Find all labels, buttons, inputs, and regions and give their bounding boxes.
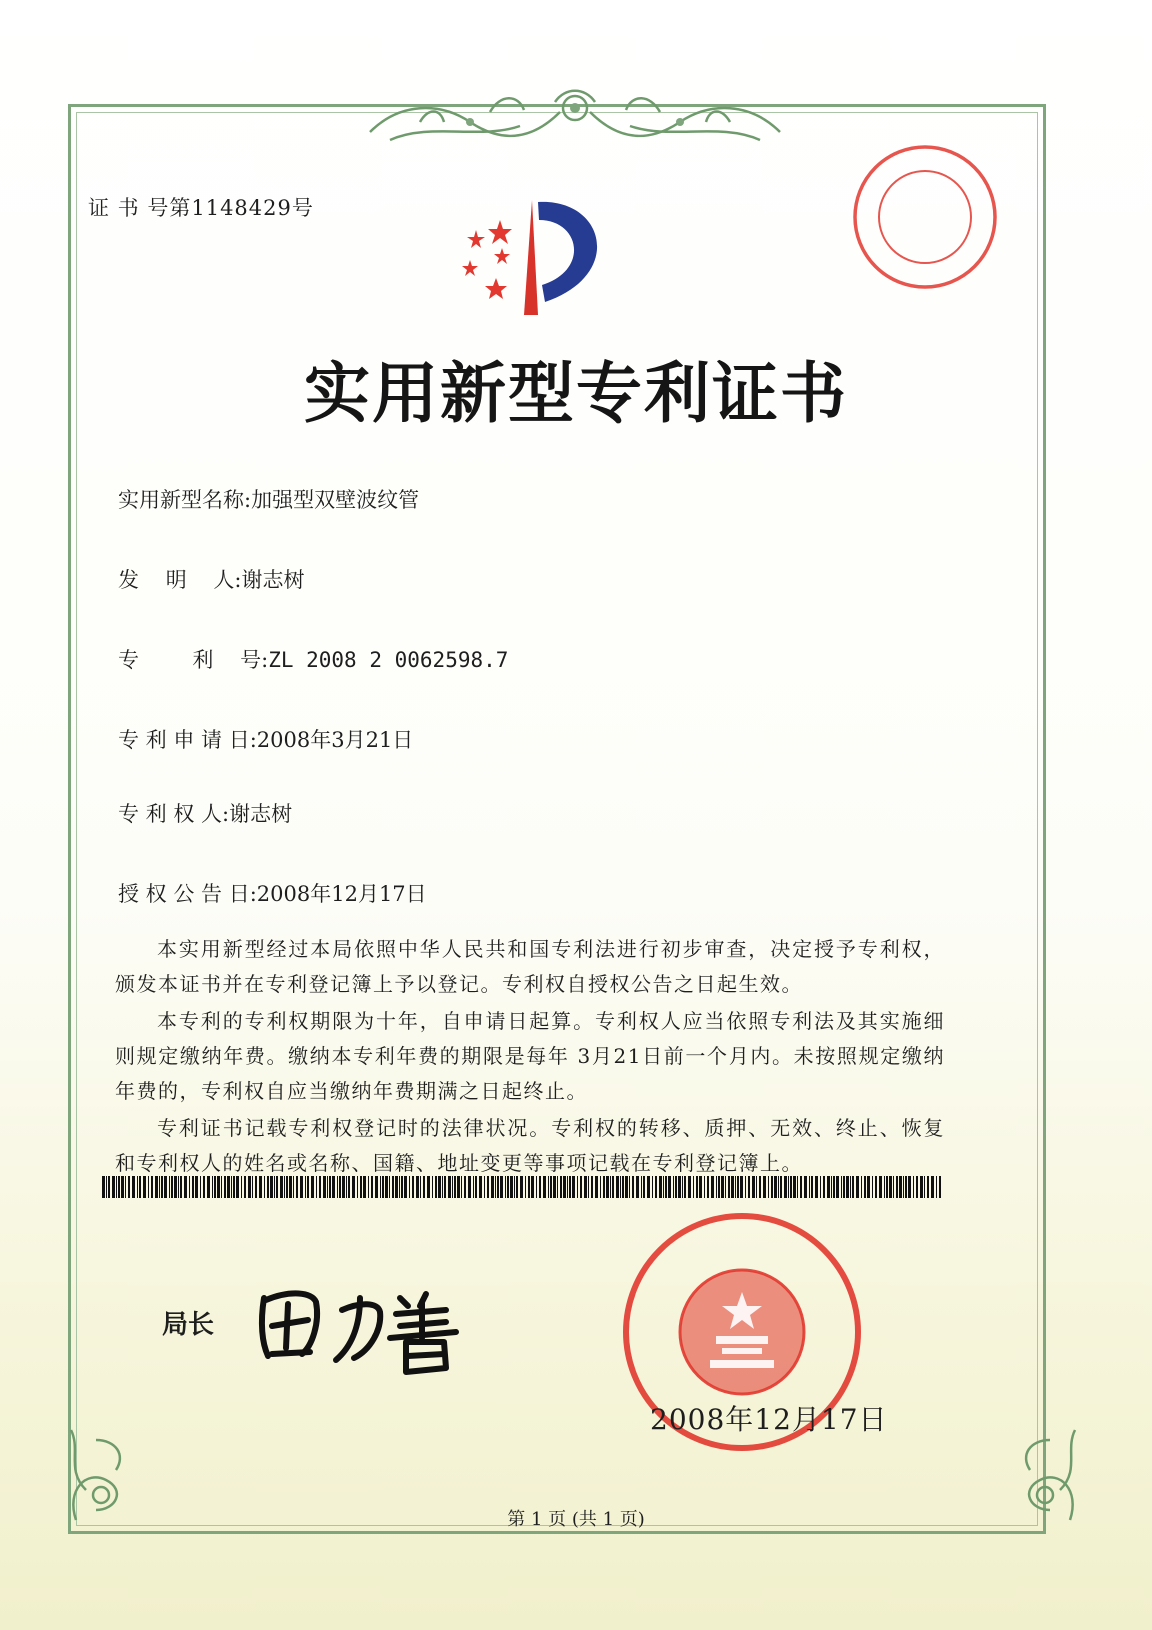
barcode-bar (557, 1176, 558, 1198)
barcode-bar (442, 1176, 443, 1198)
field-value: 2008年12月17日 (256, 882, 427, 906)
barcode-bar (487, 1176, 489, 1198)
barcode-bar (116, 1176, 117, 1198)
barcode-bar (409, 1176, 410, 1198)
barcode (102, 1176, 942, 1198)
barcode-bar (899, 1176, 902, 1198)
barcode-bar (603, 1176, 605, 1198)
barcode-bar (625, 1176, 628, 1198)
barcode-bar (886, 1176, 888, 1198)
barcode-bar (879, 1176, 882, 1198)
barcode-bar (684, 1176, 686, 1198)
barcode-bar (337, 1176, 338, 1198)
barcode-bar (652, 1176, 653, 1198)
barcode-bar (784, 1176, 787, 1198)
barcode-bar (151, 1176, 153, 1198)
barcode-bar (375, 1176, 378, 1198)
barcode-bar (259, 1176, 262, 1198)
field-value: 加强型双壁波纹管 (251, 488, 420, 512)
barcode-bar (889, 1176, 892, 1198)
barcode-bar (132, 1176, 135, 1198)
barcode-bar (610, 1176, 611, 1198)
barcode-bar (815, 1176, 818, 1198)
barcode-bar (169, 1176, 170, 1198)
barcode-bar (759, 1176, 761, 1198)
barcode-bar (264, 1176, 265, 1198)
barcode-bar (233, 1176, 235, 1198)
barcode-bar (484, 1176, 485, 1198)
barcode-bar (804, 1176, 807, 1198)
barcode-bar (255, 1176, 257, 1198)
certificate-body (115, 932, 945, 1183)
barcode-bar (192, 1176, 194, 1198)
barcode-bar (305, 1176, 306, 1198)
barcode-bar (861, 1176, 862, 1198)
field-label: 实用新型名称: (118, 488, 252, 512)
barcode-bar (569, 1176, 571, 1198)
barcode-bar (214, 1176, 216, 1198)
barcode-bar (311, 1176, 314, 1198)
barcode-bar (856, 1176, 859, 1198)
barcode-bar (180, 1176, 182, 1198)
barcode-bar (531, 1176, 534, 1198)
barcode-bar (831, 1176, 832, 1198)
barcode-bar (495, 1176, 496, 1198)
barcode-bar (332, 1176, 335, 1198)
barcode-bar (550, 1176, 552, 1198)
barcode-bar (510, 1176, 513, 1198)
barcode-bar (274, 1176, 275, 1198)
barcode-bar (137, 1176, 138, 1198)
barcode-bar (363, 1176, 366, 1198)
barcode-bar (931, 1176, 934, 1198)
barcode-bar (412, 1176, 414, 1198)
barcode-bar (924, 1176, 925, 1198)
barcode-bar (528, 1176, 530, 1198)
barcode-bar (423, 1176, 425, 1198)
barcode-bar (836, 1176, 839, 1198)
barcode-bar (329, 1176, 331, 1198)
barcode-bar (903, 1176, 904, 1198)
barcode-bar (108, 1176, 110, 1198)
barcode-bar (572, 1176, 575, 1198)
barcode-bar (404, 1176, 407, 1198)
barcode-bar (244, 1176, 246, 1198)
barcode-bar (763, 1176, 766, 1198)
barcode-bar (289, 1176, 292, 1198)
barcode-bar (416, 1176, 419, 1198)
barcode-bar (536, 1176, 537, 1198)
certificate-title: 实用新型专利证书 (304, 354, 848, 432)
page-number: 第 1 页 (共 1 页) (507, 1509, 645, 1530)
barcode-bar (612, 1176, 614, 1198)
barcode-bar (293, 1176, 294, 1198)
barcode-bar (221, 1176, 222, 1198)
barcode-bar (548, 1176, 549, 1198)
barcode-bar (385, 1176, 388, 1198)
barcode-bar (584, 1176, 587, 1198)
barcode-bar (464, 1176, 466, 1198)
field-patent-number (118, 644, 508, 674)
barcode-bar (342, 1176, 345, 1198)
barcode-bar (567, 1176, 568, 1198)
barcode-bar (850, 1176, 851, 1198)
barcode-bar (227, 1176, 230, 1198)
barcode-bar (444, 1176, 446, 1198)
barcode-bar (184, 1176, 187, 1198)
barcode-bar (659, 1176, 662, 1198)
barcode-bar (643, 1176, 645, 1198)
barcode-bar (207, 1176, 210, 1198)
barcode-bar (577, 1176, 578, 1198)
barcode-bar (893, 1176, 894, 1198)
body-paragraph: 专利证书记载专利权登记时的法律状况。专利权的转移、质押、无效、终止、恢复和专利权人的姓名或名称、国籍、地址变更等事项记载在专利登记簿上。 (115, 1116, 945, 1175)
barcode-bar (500, 1176, 503, 1198)
barcode-bar (560, 1176, 562, 1198)
barcode-bar (875, 1176, 877, 1198)
barcode-bar (678, 1176, 681, 1198)
barcode-bar (438, 1176, 441, 1198)
barcode-bar (864, 1176, 866, 1198)
barcode-bar (148, 1176, 149, 1198)
barcode-bar (102, 1176, 105, 1198)
barcode-bar (212, 1176, 213, 1198)
barcode-bar (780, 1176, 782, 1198)
field-value: 谢志树 (229, 802, 293, 826)
barcode-bar (401, 1176, 403, 1198)
barcode-bar (348, 1176, 350, 1198)
barcode-bar (507, 1176, 509, 1198)
barcode-bar (432, 1176, 433, 1198)
barcode-bar (371, 1176, 373, 1198)
barcode-bar (920, 1176, 923, 1198)
barcode-bar (539, 1176, 541, 1198)
barcode-bar (323, 1176, 326, 1198)
barcode-bar (731, 1176, 734, 1198)
barcode-bar (620, 1176, 621, 1198)
barcode-bar (231, 1176, 232, 1198)
barcode-bar (841, 1176, 842, 1198)
barcode-bar (319, 1176, 321, 1198)
barcode-bar (360, 1176, 362, 1198)
barcode-bar (673, 1176, 674, 1198)
barcode-bar (553, 1176, 556, 1198)
barcode-bar (629, 1176, 630, 1198)
barcode-bar (800, 1176, 802, 1198)
barcode-bar (778, 1176, 779, 1198)
barcode-bar (908, 1176, 911, 1198)
barcode-bar (600, 1176, 601, 1198)
barcode-bar (647, 1176, 650, 1198)
barcode-bar (224, 1176, 226, 1198)
barcode-bar (884, 1176, 885, 1198)
barcode-bar (307, 1176, 309, 1198)
barcode-bar (867, 1176, 870, 1198)
barcode-bar (790, 1176, 792, 1198)
barcode-bar (833, 1176, 835, 1198)
barcode-bar (139, 1176, 141, 1198)
barcode-bar (711, 1176, 714, 1198)
barcode-bar (217, 1176, 220, 1198)
barcode-bar (872, 1176, 873, 1198)
barcode-bar (563, 1176, 566, 1198)
barcode-bar (843, 1176, 845, 1198)
barcode-bar (461, 1176, 462, 1198)
barcode-bar (468, 1176, 471, 1198)
barcode-bar (171, 1176, 173, 1198)
barcode-bar (316, 1176, 317, 1198)
field-grant-date (118, 878, 427, 908)
barcode-bar (352, 1176, 355, 1198)
barcode-bar (267, 1176, 269, 1198)
barcode-bar (203, 1176, 205, 1198)
barcode-bar (896, 1176, 898, 1198)
director-label: 局长 (162, 1310, 215, 1340)
barcode-bar (788, 1176, 789, 1198)
barcode-bar (368, 1176, 369, 1198)
barcode-bar (668, 1176, 671, 1198)
barcode-bar (735, 1176, 736, 1198)
barcode-bar (725, 1176, 726, 1198)
barcode-bar (616, 1176, 619, 1198)
field-label: 授 权 公 告 日: (118, 882, 257, 906)
tax-stamp (850, 142, 1000, 292)
barcode-bar (704, 1176, 705, 1198)
barcode-bar (827, 1176, 830, 1198)
barcode-bar (728, 1176, 730, 1198)
barcode-bar (159, 1176, 160, 1198)
barcode-bar (745, 1176, 746, 1198)
barcode-bar (927, 1176, 929, 1198)
field-label: 发 明 人: (118, 568, 242, 592)
barcode-bar (595, 1176, 598, 1198)
barcode-bar (178, 1176, 179, 1198)
barcode-bar (427, 1176, 430, 1198)
barcode-bar (161, 1176, 163, 1198)
barcode-bar (588, 1176, 589, 1198)
barcode-bar (143, 1176, 146, 1198)
barcode-bar (435, 1176, 437, 1198)
barcode-bar (636, 1176, 639, 1198)
barcode-bar (771, 1176, 773, 1198)
barcode-bar (155, 1176, 158, 1198)
barcode-bar (939, 1176, 941, 1198)
barcode-bar (514, 1176, 515, 1198)
field-application-date (118, 724, 413, 754)
barcode-bar (756, 1176, 757, 1198)
barcode-bar (774, 1176, 777, 1198)
barcode-bar (707, 1176, 709, 1198)
barcode-bar (632, 1176, 634, 1198)
top-ornament (360, 82, 790, 146)
barcode-bar (448, 1176, 451, 1198)
barcode-bar (420, 1176, 421, 1198)
barcode-bar (276, 1176, 278, 1198)
barcode-bar (475, 1176, 477, 1198)
barcode-bar (716, 1176, 717, 1198)
barcode-bar (399, 1176, 400, 1198)
barcode-bar (543, 1176, 546, 1198)
barcode-bar (525, 1176, 526, 1198)
field-label: 专 利 申 请 日: (118, 728, 257, 752)
barcode-bar (752, 1176, 755, 1198)
barcode-bar (655, 1176, 657, 1198)
barcode-bar (286, 1176, 288, 1198)
barcode-bar (852, 1176, 854, 1198)
body-paragraph: 本专利的专利权期限为十年，自申请日起算。专利权人应当依照专利法及其实施细则规定缴纳年费。缴纳本专利年费的期限是每年 3月21日前一个月内。未按照规定缴纳年费的，专利权自应当缴纳年费期满之日起终止。 (115, 1009, 945, 1103)
barcode-bar (916, 1176, 918, 1198)
barcode-bar (164, 1176, 167, 1198)
barcode-bar (121, 1176, 124, 1198)
field-label: 专 利 号: (118, 648, 269, 672)
barcode-bar (696, 1176, 698, 1198)
barcode-bar (200, 1176, 201, 1198)
barcode-bar (797, 1176, 798, 1198)
barcode-bar (606, 1176, 609, 1198)
barcode-bar (189, 1176, 190, 1198)
barcode-bar (392, 1176, 394, 1198)
barcode-bar (737, 1176, 739, 1198)
barcode-bar (665, 1176, 667, 1198)
barcode-bar (454, 1176, 456, 1198)
barcode-bar (622, 1176, 624, 1198)
barcode-bar (718, 1176, 720, 1198)
barcode-bar (380, 1176, 381, 1198)
barcode-bar (491, 1176, 494, 1198)
barcode-bar (346, 1176, 347, 1198)
barcode-bar (389, 1176, 390, 1198)
barcode-bar (682, 1176, 683, 1198)
field-value: 谢志树 (241, 568, 305, 592)
barcode-bar (913, 1176, 914, 1198)
barcode-bar (497, 1176, 499, 1198)
barcode-bar (174, 1176, 177, 1198)
field-patentee (118, 798, 292, 828)
barcode-bar (300, 1176, 303, 1198)
barcode-bar (793, 1176, 796, 1198)
barcode-bar (516, 1176, 518, 1198)
barcode-bar (457, 1176, 460, 1198)
barcode-bar (452, 1176, 453, 1198)
barcode-bar (809, 1176, 810, 1198)
barcode-bar (252, 1176, 253, 1198)
field-label: 专 利 权 人: (118, 802, 230, 826)
barcode-bar (768, 1176, 769, 1198)
barcode-bar (395, 1176, 398, 1198)
barcode-bar (357, 1176, 358, 1198)
barcode-bar (748, 1176, 750, 1198)
director-signature (250, 1268, 500, 1378)
barcode-bar (479, 1176, 482, 1198)
barcode-bar (936, 1176, 937, 1198)
field-value: 2008年3月21日 (256, 728, 414, 752)
body-paragraph: 本实用新型经过本局依照中华人民共和国专利法进行初步审查，决定授予专利权，颁发本证书并在专利登记簿上予以登记。专利权自授权公告之日起生效。 (115, 937, 945, 996)
field-value: ZL 2008 2 0062598.7 (268, 648, 509, 672)
sipo-logo (440, 190, 620, 330)
barcode-bar (505, 1176, 506, 1198)
barcode-bar (591, 1176, 593, 1198)
barcode-bar (106, 1176, 107, 1198)
barcode-bar (721, 1176, 724, 1198)
barcode-bar (270, 1176, 273, 1198)
barcode-bar (688, 1176, 691, 1198)
barcode-bar (811, 1176, 813, 1198)
certificate-number: 证 书 号第1148429号 (88, 196, 314, 220)
barcode-bar (125, 1176, 126, 1198)
field-inventor (118, 564, 304, 594)
barcode-bar (905, 1176, 907, 1198)
barcode-bar (248, 1176, 251, 1198)
barcode-bar (520, 1176, 523, 1198)
barcode-bar (740, 1176, 743, 1198)
barcode-bar (128, 1176, 130, 1198)
barcode-bar (284, 1176, 285, 1198)
barcode-bar (823, 1176, 825, 1198)
barcode-bar (675, 1176, 677, 1198)
barcode-bar (118, 1176, 120, 1198)
barcode-bar (693, 1176, 694, 1198)
barcode-bar (699, 1176, 702, 1198)
barcode-bar (327, 1176, 328, 1198)
barcode-bar (846, 1176, 849, 1198)
field-utility-model-name (118, 484, 419, 514)
barcode-bar (236, 1176, 239, 1198)
barcode-bar (580, 1176, 582, 1198)
barcode-bar (473, 1176, 474, 1198)
barcode-bar (820, 1176, 821, 1198)
barcode-bar (241, 1176, 242, 1198)
barcode-bar (339, 1176, 341, 1198)
barcode-bar (641, 1176, 642, 1198)
barcode-bar (296, 1176, 298, 1198)
issue-date: 2008年12月17日 (650, 1403, 888, 1436)
barcode-bar (382, 1176, 384, 1198)
barcode-bar (112, 1176, 115, 1198)
barcode-bar (195, 1176, 198, 1198)
barcode-bar (663, 1176, 664, 1198)
barcode-bar (280, 1176, 283, 1198)
